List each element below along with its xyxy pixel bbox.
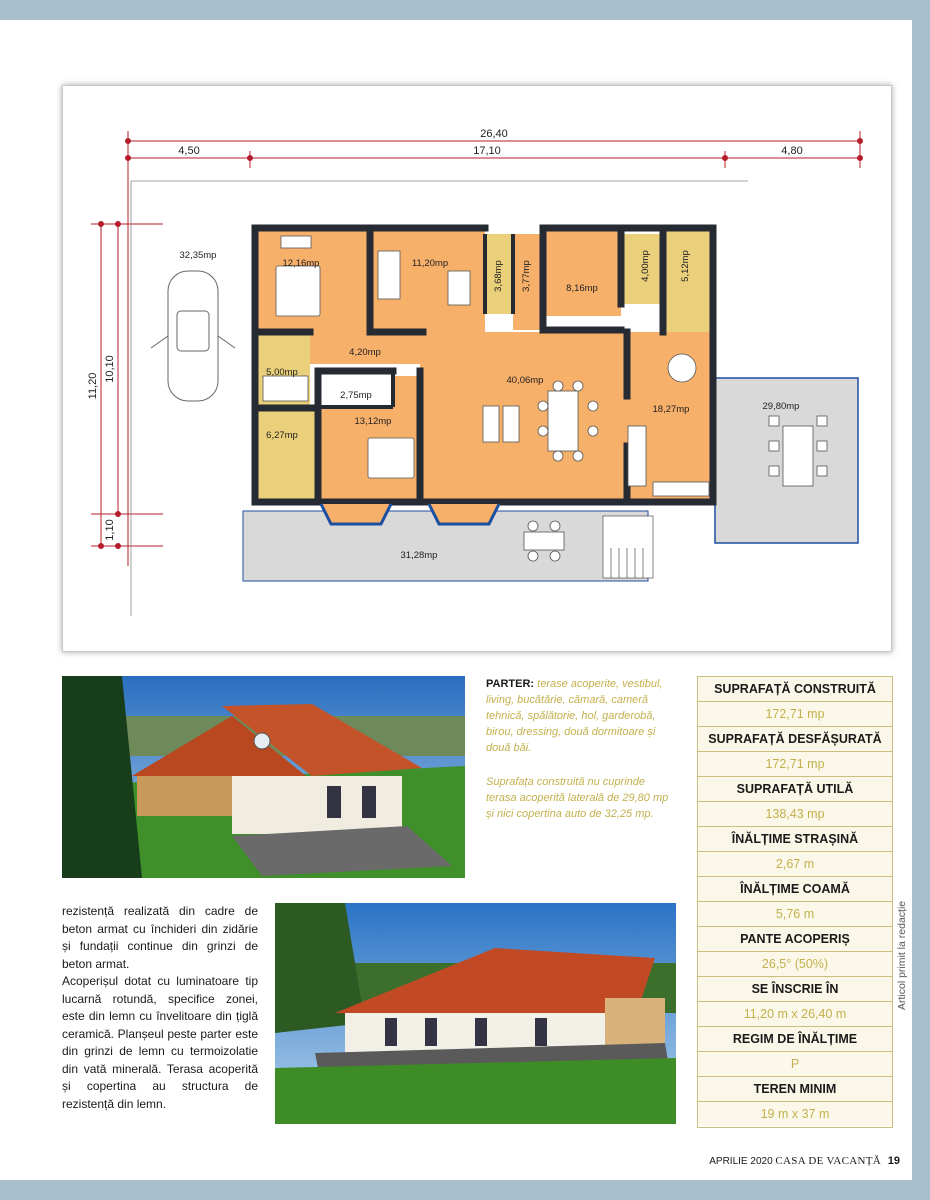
side-note: Articol primit la redacție xyxy=(896,900,908,1010)
spec-label: SE ÎNSCRIE ÎN xyxy=(698,977,892,1002)
room-bath1: 5,00mp xyxy=(266,367,298,378)
spec-value: 172,71 mp xyxy=(698,752,892,777)
room-bedroom2: 13,12mp xyxy=(354,416,392,427)
page-footer xyxy=(709,1155,900,1167)
room-laundry: 5,12mp xyxy=(680,250,691,282)
room-bath2: 6,27mp xyxy=(266,430,298,441)
spec-value: P xyxy=(698,1052,892,1077)
spec-label: REGIM DE ÎNĂLȚIME xyxy=(698,1027,892,1052)
footer-magazine: CASA DE VACANȚĂ xyxy=(775,1155,881,1167)
steps xyxy=(603,516,653,578)
room-kitchen: 18,27mp xyxy=(652,404,690,415)
spec-value: 2,67 m xyxy=(698,852,892,877)
room-storage1: 3,68mp xyxy=(493,260,504,292)
spec-label: ÎNĂLȚIME STRAȘINĂ xyxy=(698,827,892,852)
parter-text: terase acoperite, vestibul, living, bucătărie, cămară, cameră tehnică, spălătorie, hol, garderobă, birou, dressing, două dormitoare și două băi. xyxy=(486,678,663,754)
room-storage2: 3,77mp xyxy=(521,260,532,292)
spec-label: SUPRAFAȚĂ DESFĂȘURATĂ xyxy=(698,727,892,752)
room-carport: 32,35mp xyxy=(179,250,217,261)
spec-label: SUPRAFAȚĂ UTILĂ xyxy=(698,777,892,802)
dim-height-main: 10,10 xyxy=(104,355,116,383)
spec-value: 172,71 mp xyxy=(698,702,892,727)
spec-value: 26,5° (50%) xyxy=(698,952,892,977)
page-number: 19 xyxy=(887,1155,900,1167)
house-photo-front xyxy=(62,676,465,878)
room-office: 8,16mp xyxy=(566,283,598,294)
spec-table xyxy=(697,676,893,1128)
spec-value: 5,76 m xyxy=(698,902,892,927)
footer-date: APRILIE 2020 xyxy=(709,1156,773,1167)
dim-height-bottom: 1,10 xyxy=(104,519,116,541)
parter-note: Suprafața construită nu cuprinde terasa acoperită laterală de 29,80 mp și nici copertina auto de 32,25 mp. xyxy=(486,776,669,820)
room-wardrobe: 2,75mp xyxy=(340,390,372,401)
floor-plan xyxy=(62,85,892,652)
dim-right: 4,80 xyxy=(781,145,803,157)
spec-label: PANTE ACOPERIȘ xyxy=(698,927,892,952)
room-dressing: 11,20mp xyxy=(411,258,449,269)
body-paragraph: Acoperișul dotat cu luminatoare tip lucarnă rotundă, specifice zonei, este din lemn cu învelitoare din țiglă ceramică. Planșeul peste parter este din grinzi de lemn cu termoizolatie din vată minerală. Terasa acoperită și copertina au structura de rezistență din lemn. xyxy=(62,974,258,1111)
car-icon xyxy=(151,271,235,401)
room-tech: 4,00mp xyxy=(640,250,651,282)
dim-middle: 17,10 xyxy=(473,145,501,157)
spec-value: 19 m x 37 m xyxy=(698,1102,892,1126)
house-photo-rear xyxy=(275,903,676,1124)
dim-total-height: 11,20 xyxy=(87,372,99,400)
body-paragraph: rezistență realizată din cadre de beton armat cu închideri din zidărie și fundații continue din grinzi de beton armat. xyxy=(62,904,258,971)
spec-label: TEREN MINIM xyxy=(698,1077,892,1102)
article-body xyxy=(62,903,258,1113)
room-bedroom1: 12,16mp xyxy=(282,258,320,269)
spec-value: 138,43 mp xyxy=(698,802,892,827)
spec-label: SUPRAFAȚĂ CONSTRUITĂ xyxy=(698,677,892,702)
room-terrace-side: 29,80mp xyxy=(762,401,800,412)
spec-value: 11,20 m x 26,40 m xyxy=(698,1002,892,1027)
parter-label: PARTER: xyxy=(486,678,535,690)
room-living: 40,06mp xyxy=(506,375,544,386)
dim-left: 4,50 xyxy=(178,145,200,157)
floor-plan-drawing xyxy=(63,86,891,651)
dim-total-width: 26,40 xyxy=(480,128,508,140)
room-terrace-front: 31,28mp xyxy=(400,550,438,561)
parter-description xyxy=(486,676,678,840)
spec-label: ÎNĂLȚIME COAMĂ xyxy=(698,877,892,902)
room-hall: 4,20mp xyxy=(349,347,381,358)
